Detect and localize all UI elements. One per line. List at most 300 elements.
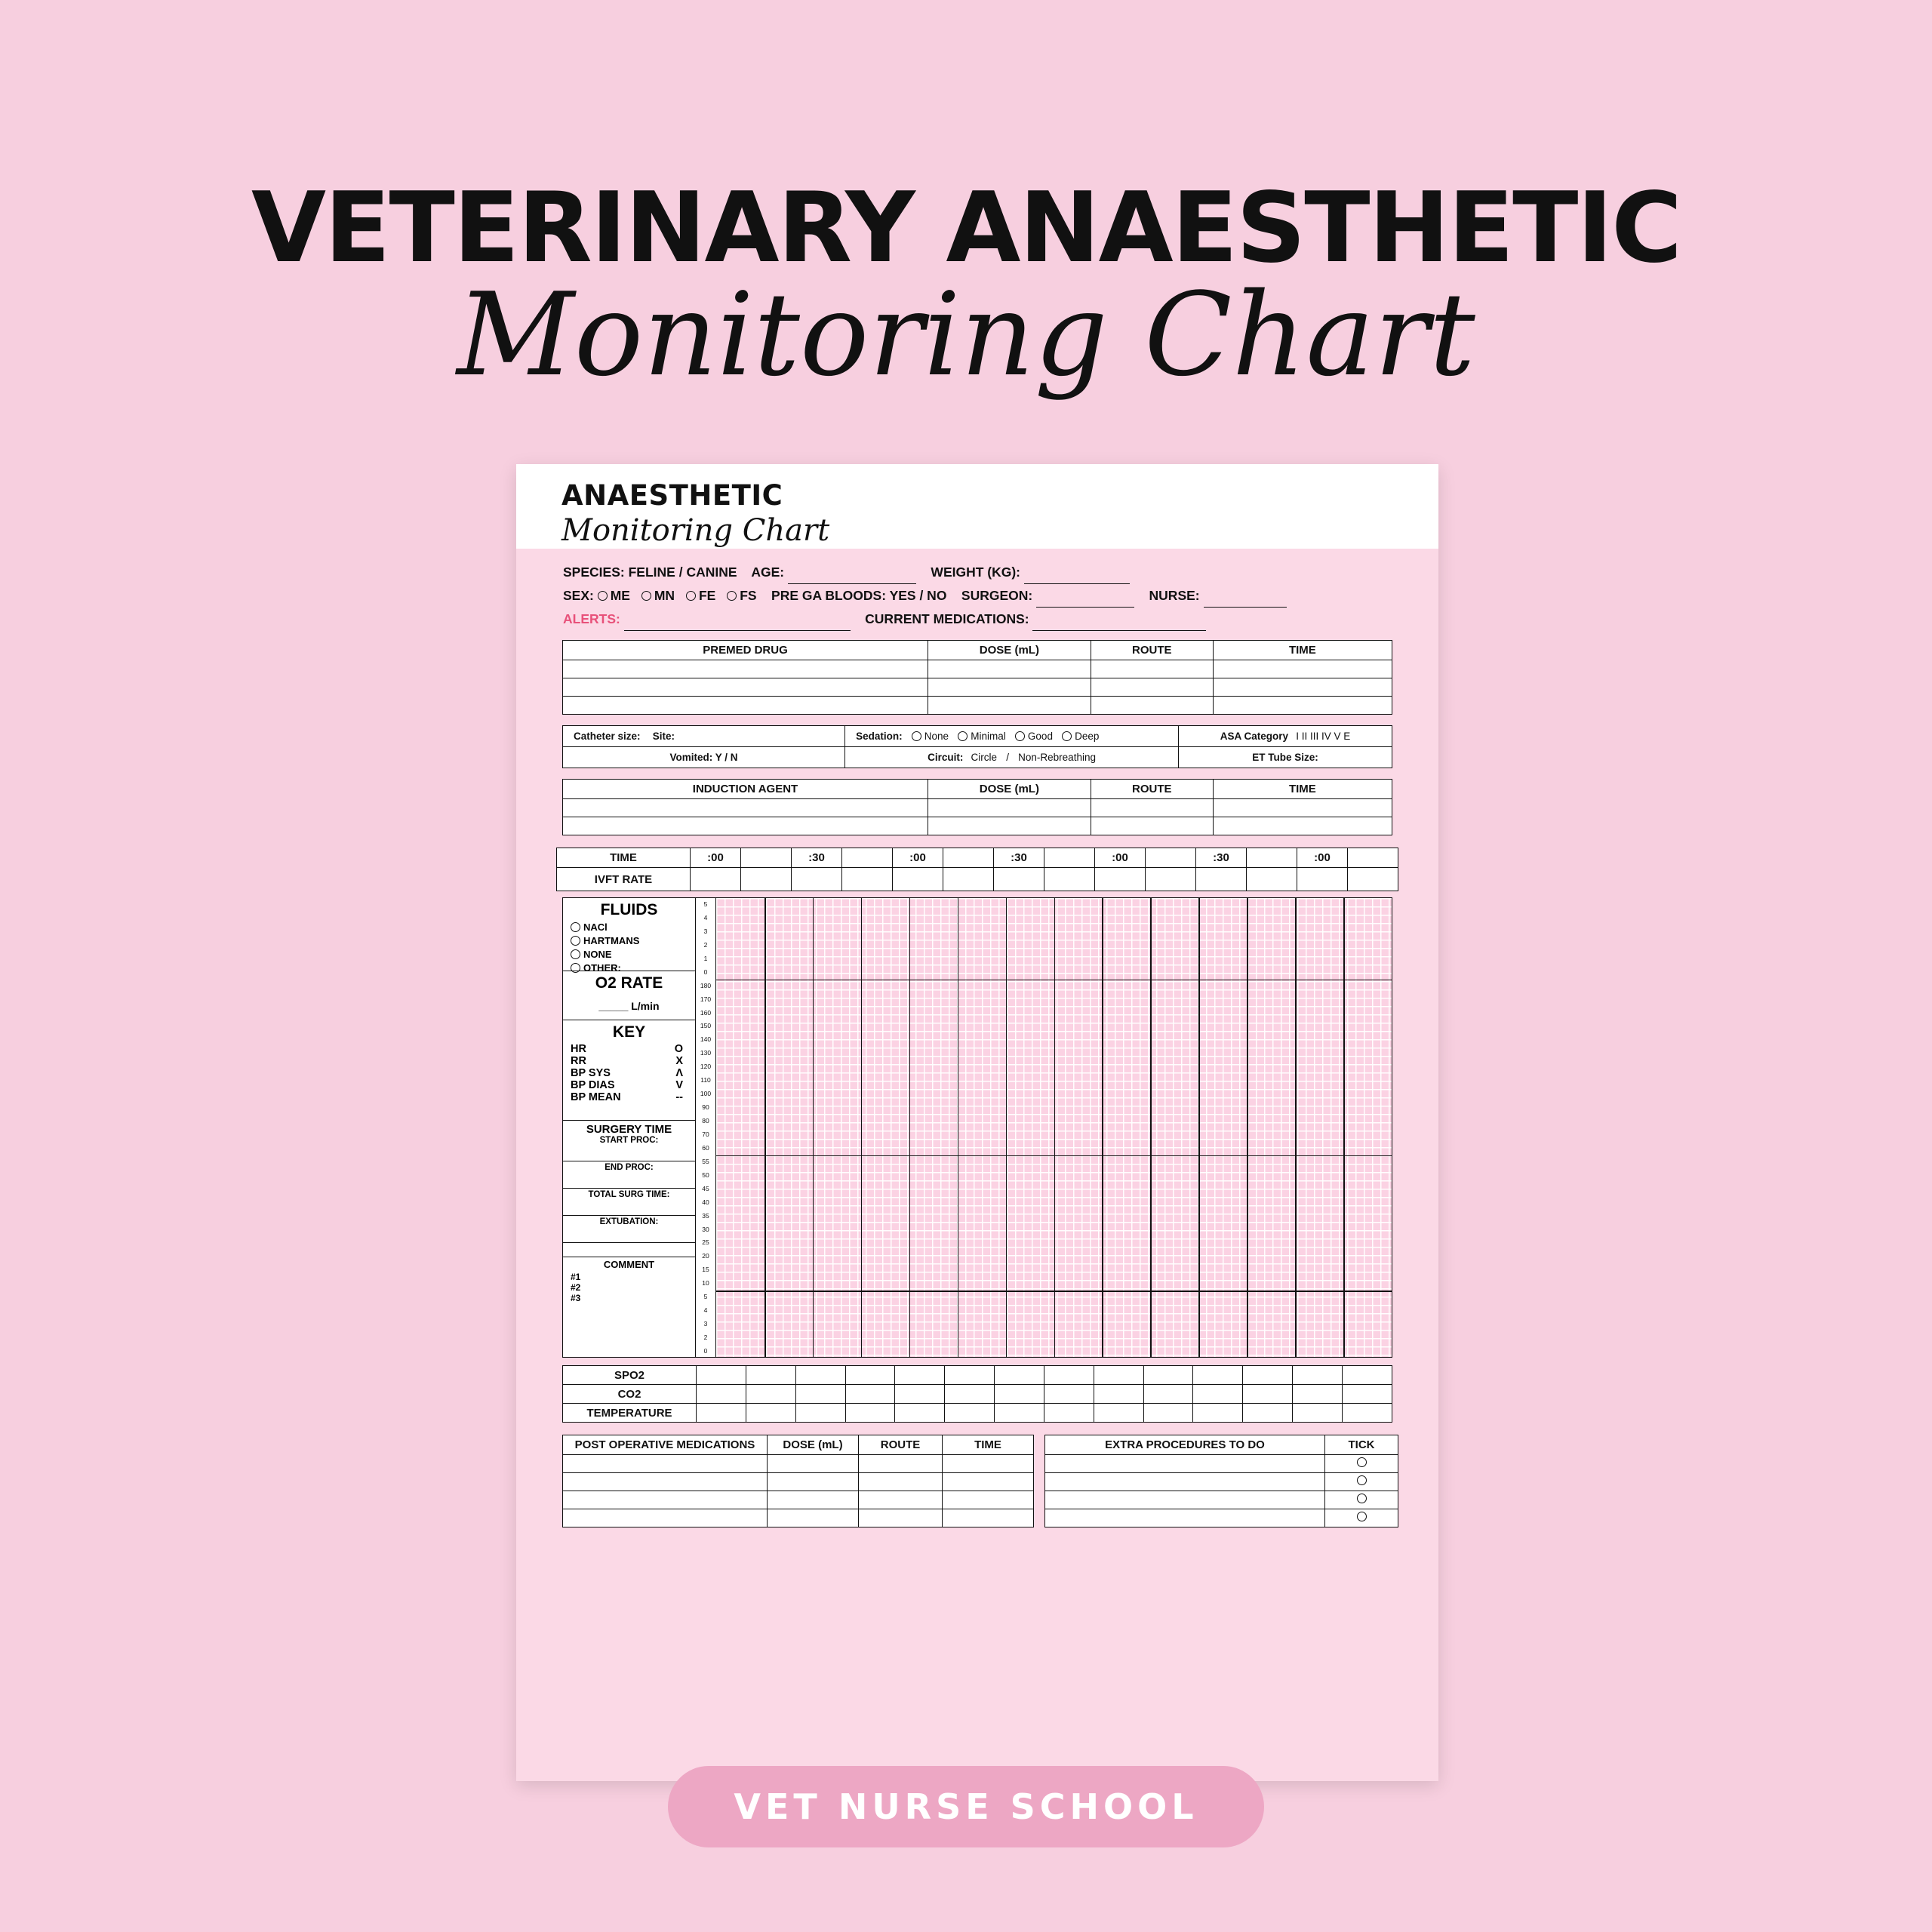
species-option-canine[interactable]: CANINE bbox=[686, 565, 737, 580]
ivft-cell[interactable] bbox=[994, 868, 1044, 891]
monitoring-grid-plot[interactable] bbox=[716, 898, 1392, 1357]
vitals-axis-tick: 3 bbox=[703, 1320, 708, 1328]
key-symbol-bp-dias: V bbox=[675, 1079, 683, 1091]
induction-cell-time[interactable] bbox=[1213, 817, 1392, 835]
sheet-title-monitoring-chart: Monitoring Chart bbox=[561, 513, 830, 548]
ivft-cell[interactable] bbox=[1196, 868, 1247, 891]
radio-sedation-good[interactable] bbox=[1015, 731, 1025, 741]
postop-cell-dose[interactable] bbox=[768, 1509, 859, 1527]
induction-cell-time[interactable] bbox=[1213, 799, 1392, 817]
time-tick-6[interactable]: :30 bbox=[1196, 848, 1247, 868]
circuit-cell[interactable] bbox=[845, 747, 1179, 768]
grid-column-divider bbox=[813, 898, 814, 1357]
ivft-cell[interactable] bbox=[842, 868, 893, 891]
spo2-cell[interactable] bbox=[697, 1366, 746, 1385]
time-ivft-table bbox=[556, 848, 1398, 891]
ident-row-2 bbox=[563, 584, 1438, 608]
fluids-title: FLUIDS bbox=[600, 901, 658, 918]
species-option-feline[interactable]: FELINE bbox=[628, 565, 675, 580]
temperature-cell[interactable] bbox=[746, 1404, 795, 1423]
agents-axis-tick: 3 bbox=[703, 927, 708, 935]
details-row-2 bbox=[563, 747, 1392, 768]
current-medications-field[interactable] bbox=[1032, 618, 1206, 631]
radio-fluid-nacl[interactable] bbox=[571, 922, 580, 932]
age-field[interactable] bbox=[788, 571, 916, 584]
fluids-label-nacl: NACl bbox=[583, 921, 608, 933]
vitals-axis-tick: 70 bbox=[702, 1130, 709, 1138]
grid-column-divider bbox=[1006, 898, 1008, 1357]
et-tube-cell[interactable] bbox=[1179, 747, 1392, 768]
temperature-cell[interactable] bbox=[795, 1404, 845, 1423]
ivft-cell[interactable] bbox=[1297, 868, 1348, 891]
ivft-cell[interactable] bbox=[943, 868, 994, 891]
surgery-extubation-label[interactable]: EXTUBATION: bbox=[563, 1215, 695, 1226]
postop-header-route: ROUTE bbox=[859, 1435, 943, 1455]
co2-cell[interactable] bbox=[1342, 1385, 1392, 1404]
spo2-cell[interactable] bbox=[1243, 1366, 1293, 1385]
spo2-cell[interactable] bbox=[945, 1366, 995, 1385]
ivft-cell[interactable] bbox=[792, 868, 842, 891]
induction-cell-route[interactable] bbox=[1091, 799, 1213, 817]
spo2-cell[interactable] bbox=[845, 1366, 895, 1385]
vitals-axis-tick: 0 bbox=[703, 1346, 708, 1355]
postop-cell-route[interactable] bbox=[859, 1491, 943, 1509]
asa-options[interactable]: I II III IV V E bbox=[1296, 731, 1351, 742]
temperature-cell[interactable] bbox=[1143, 1404, 1193, 1423]
asa-cell[interactable] bbox=[1179, 726, 1392, 747]
grid-column-divider bbox=[764, 898, 766, 1357]
induction-table bbox=[562, 779, 1392, 835]
vitals-axis-tick: 25 bbox=[702, 1238, 709, 1247]
vitals-axis-tick: 130 bbox=[700, 1049, 712, 1057]
vitals-axis-tick: 45 bbox=[702, 1184, 709, 1192]
ivft-cell[interactable] bbox=[691, 868, 741, 891]
circuit-option-circle[interactable]: Circle bbox=[971, 752, 998, 763]
postop-cell-med[interactable] bbox=[563, 1491, 768, 1509]
co2-cell[interactable] bbox=[945, 1385, 995, 1404]
vomited-cell[interactable] bbox=[563, 747, 845, 768]
circuit-label: Circuit: bbox=[928, 752, 964, 763]
extra-header-row bbox=[1045, 1435, 1398, 1455]
induction-cell-agent[interactable] bbox=[563, 799, 928, 817]
ivft-cell[interactable] bbox=[1146, 868, 1196, 891]
radio-fluid-hartmans[interactable] bbox=[571, 936, 580, 946]
table-row[interactable] bbox=[563, 1473, 1034, 1491]
premed-cell-time[interactable] bbox=[1213, 678, 1392, 697]
spo2-cell[interactable] bbox=[1094, 1366, 1143, 1385]
details-row-1 bbox=[563, 726, 1392, 747]
induction-header-agent: INDUCTION AGENT bbox=[563, 780, 928, 799]
sex-option-fs[interactable]: FS bbox=[740, 588, 757, 603]
spo2-cell[interactable] bbox=[995, 1366, 1044, 1385]
nurse-field[interactable] bbox=[1204, 595, 1287, 608]
agents-axis-tick: 2 bbox=[703, 940, 708, 949]
temperature-cell[interactable] bbox=[1243, 1404, 1293, 1423]
vitals-axis-tick: 160 bbox=[700, 1008, 712, 1017]
premed-cell-drug[interactable] bbox=[563, 678, 928, 697]
sex-option-fe[interactable]: FE bbox=[698, 588, 716, 603]
time-tick-3[interactable]: :00 bbox=[893, 848, 943, 868]
co2-cell[interactable] bbox=[895, 1385, 945, 1404]
postop-cell-route[interactable] bbox=[859, 1455, 943, 1473]
premed-table-header-row bbox=[563, 641, 1392, 660]
surgery-time-block bbox=[563, 1120, 695, 1257]
postop-cell-time[interactable] bbox=[943, 1491, 1034, 1509]
extra-cell-procedure[interactable] bbox=[1045, 1509, 1325, 1527]
vitals-axis-tick: 15 bbox=[702, 1266, 709, 1274]
catheter-cell[interactable] bbox=[563, 726, 845, 747]
table-row[interactable] bbox=[563, 660, 1392, 678]
o2-block bbox=[563, 971, 695, 1020]
sedation-option-good[interactable]: Good bbox=[1027, 731, 1053, 742]
comment-title: COMMENT bbox=[603, 1259, 655, 1270]
key-label-bp-mean: BP MEAN bbox=[571, 1091, 621, 1103]
vitals-axis-tick: 180 bbox=[700, 981, 712, 989]
table-row[interactable] bbox=[563, 799, 1392, 817]
comment-block bbox=[563, 1257, 695, 1303]
promo-footer-label: VET NURSE SCHOOL bbox=[734, 1786, 1198, 1827]
sedation-option-deep[interactable]: Deep bbox=[1075, 731, 1100, 742]
nurse-label: NURSE: bbox=[1149, 588, 1200, 603]
radio-sex-fs[interactable] bbox=[727, 591, 737, 601]
ivft-cell[interactable] bbox=[1348, 868, 1398, 891]
radio-sedation-minimal[interactable] bbox=[958, 731, 968, 741]
vitals-axis-tick: 40 bbox=[702, 1198, 709, 1206]
induction-header-time: TIME bbox=[1213, 780, 1392, 799]
table-row[interactable] bbox=[563, 1509, 1034, 1527]
ivft-cell[interactable] bbox=[1044, 868, 1095, 891]
postop-cell-route[interactable] bbox=[859, 1509, 943, 1527]
ident-row-1 bbox=[563, 561, 1438, 584]
anaesthetic-chart-sheet bbox=[516, 464, 1438, 1781]
sheet-body bbox=[516, 549, 1438, 1781]
spo2-row bbox=[563, 1366, 1392, 1385]
alerts-label: ALERTS: bbox=[563, 611, 620, 626]
premed-cell-dose[interactable] bbox=[928, 660, 1091, 678]
extra-procedures-table bbox=[1044, 1435, 1398, 1527]
premed-cell-drug[interactable] bbox=[563, 660, 928, 678]
fluids-label-none: NONE bbox=[583, 949, 612, 961]
co2-cell[interactable] bbox=[1044, 1385, 1094, 1404]
postop-cell-time[interactable] bbox=[943, 1509, 1034, 1527]
o2-title: O2 RATE bbox=[595, 974, 663, 992]
alerts-field[interactable] bbox=[624, 618, 851, 631]
induction-header-route: ROUTE bbox=[1091, 780, 1213, 799]
table-row[interactable] bbox=[1045, 1509, 1398, 1527]
temperature-cell[interactable] bbox=[1293, 1404, 1343, 1423]
temperature-cell[interactable] bbox=[1094, 1404, 1143, 1423]
vitals-axis-tick: 80 bbox=[702, 1117, 709, 1124]
premed-header-time: TIME bbox=[1213, 641, 1392, 660]
postop-cell-med[interactable] bbox=[563, 1509, 768, 1527]
sedation-cell[interactable] bbox=[845, 726, 1179, 747]
co2-cell[interactable] bbox=[1193, 1385, 1243, 1404]
co2-row bbox=[563, 1385, 1392, 1404]
radio-sedation-deep[interactable] bbox=[1062, 731, 1072, 741]
premed-cell-route[interactable] bbox=[1091, 697, 1213, 715]
extra-header-tick: TICK bbox=[1325, 1435, 1398, 1455]
co2-cell[interactable] bbox=[845, 1385, 895, 1404]
postop-cell-med[interactable] bbox=[563, 1473, 768, 1491]
table-row[interactable] bbox=[563, 678, 1392, 697]
comment-field-3[interactable] bbox=[563, 1293, 695, 1303]
key-label-bp-dias: BP DIAS bbox=[571, 1079, 615, 1091]
grid-column-divider bbox=[958, 898, 959, 1357]
extra-cell-procedure[interactable] bbox=[1045, 1455, 1325, 1473]
vitals-axis-tick: 2 bbox=[703, 1334, 708, 1341]
co2-cell[interactable] bbox=[1293, 1385, 1343, 1404]
fluids-option-nacl[interactable] bbox=[563, 921, 695, 934]
vitals-axis-tick: 170 bbox=[700, 995, 712, 1003]
grid-column-divider bbox=[1343, 898, 1345, 1357]
comment-label-2: #2 bbox=[571, 1282, 581, 1293]
temperature-cell[interactable] bbox=[697, 1404, 746, 1423]
ivft-cell[interactable] bbox=[1247, 868, 1297, 891]
time-tick-2[interactable]: :30 bbox=[792, 848, 842, 868]
premed-cell-dose[interactable] bbox=[928, 678, 1091, 697]
monitoring-grid-section bbox=[562, 897, 1392, 1358]
premed-cell-drug[interactable] bbox=[563, 697, 928, 715]
premed-cell-dose[interactable] bbox=[928, 697, 1091, 715]
time-blank[interactable] bbox=[1146, 848, 1196, 868]
table-row[interactable] bbox=[1045, 1455, 1398, 1473]
induction-cell-route[interactable] bbox=[1091, 817, 1213, 835]
temperature-cell[interactable] bbox=[995, 1404, 1044, 1423]
surgery-end-proc-label[interactable]: END PROC: bbox=[563, 1161, 695, 1172]
extra-cell-tick[interactable] bbox=[1325, 1509, 1398, 1527]
postop-cell-time[interactable] bbox=[943, 1473, 1034, 1491]
agents-axis-tick: 5 bbox=[703, 900, 708, 908]
asa-label: ASA Category bbox=[1220, 731, 1289, 742]
tick-checkbox-icon[interactable] bbox=[1357, 1512, 1367, 1521]
postop-cell-dose[interactable] bbox=[768, 1455, 859, 1473]
radio-fluid-none[interactable] bbox=[571, 949, 580, 959]
postop-header-medications: POST OPERATIVE MEDICATIONS bbox=[563, 1435, 768, 1455]
key-label-rr: RR bbox=[571, 1055, 586, 1067]
tick-checkbox-icon[interactable] bbox=[1357, 1475, 1367, 1485]
fluids-label-hartmans: HARTMANS bbox=[583, 935, 640, 947]
vitals-axis-tick: 50 bbox=[702, 1171, 709, 1179]
comment-field-2[interactable] bbox=[563, 1282, 695, 1293]
details-table bbox=[562, 725, 1392, 768]
time-blank[interactable] bbox=[741, 848, 792, 868]
sheet-title-anaesthetic: ANAESTHETIC bbox=[561, 479, 783, 512]
ivft-cell[interactable] bbox=[893, 868, 943, 891]
temperature-label: TEMPERATURE bbox=[563, 1404, 697, 1423]
vitals-axis-tick: 110 bbox=[700, 1076, 711, 1084]
co2-cell[interactable] bbox=[697, 1385, 746, 1404]
temperature-cell[interactable] bbox=[1342, 1404, 1392, 1423]
vitals-axis-tick: 5 bbox=[703, 1293, 708, 1301]
co2-cell[interactable] bbox=[795, 1385, 845, 1404]
radio-sex-fe[interactable] bbox=[686, 591, 696, 601]
circuit-option-nonrebreathing[interactable]: Non-Rebreathing bbox=[1018, 752, 1096, 763]
key-item-hr bbox=[563, 1043, 695, 1055]
spo2-cell[interactable] bbox=[1342, 1366, 1392, 1385]
radio-fluid-other[interactable] bbox=[571, 963, 580, 973]
vitals-axis-tick: 55 bbox=[702, 1157, 709, 1165]
co2-cell[interactable] bbox=[995, 1385, 1044, 1404]
postop-cell-med[interactable] bbox=[563, 1455, 768, 1473]
time-blank[interactable] bbox=[1348, 848, 1398, 868]
postop-header-dose: DOSE (mL) bbox=[768, 1435, 859, 1455]
post-op-table bbox=[562, 1435, 1034, 1527]
temperature-cell[interactable] bbox=[1193, 1404, 1243, 1423]
extra-cell-procedure[interactable] bbox=[1045, 1473, 1325, 1491]
key-block bbox=[563, 1020, 695, 1120]
sheet-header bbox=[516, 464, 1438, 549]
ivft-cell[interactable] bbox=[1095, 868, 1146, 891]
key-item-bp-sys bbox=[563, 1067, 695, 1079]
promo-footer-pill[interactable] bbox=[668, 1766, 1264, 1847]
footer-tables bbox=[562, 1435, 1392, 1527]
surgery-time-title: SURGERY TIME bbox=[586, 1123, 672, 1136]
fluids-option-none[interactable] bbox=[563, 948, 695, 961]
postop-cell-dose[interactable] bbox=[768, 1473, 859, 1491]
sedation-option-minimal[interactable]: Minimal bbox=[971, 731, 1006, 742]
spo2-cell[interactable] bbox=[746, 1366, 795, 1385]
spo2-cell[interactable] bbox=[1143, 1366, 1193, 1385]
post-op-header-row bbox=[563, 1435, 1034, 1455]
vitals-axis-tick: 35 bbox=[702, 1211, 709, 1220]
spo2-cell[interactable] bbox=[1044, 1366, 1094, 1385]
table-row[interactable] bbox=[1045, 1491, 1398, 1509]
time-tick-1[interactable]: :00 bbox=[691, 848, 741, 868]
vitals-bottom-table bbox=[562, 1365, 1392, 1423]
current-medications-label: CURRENT MEDICATIONS: bbox=[865, 611, 1029, 626]
postop-cell-time[interactable] bbox=[943, 1455, 1034, 1473]
temperature-row bbox=[563, 1404, 1392, 1423]
surgeon-field[interactable] bbox=[1036, 595, 1134, 608]
table-row[interactable] bbox=[1045, 1473, 1398, 1491]
radio-sedation-none[interactable] bbox=[912, 731, 921, 741]
key-symbol-bp-mean: -- bbox=[675, 1091, 683, 1103]
premed-cell-time[interactable] bbox=[1213, 660, 1392, 678]
age-label: AGE: bbox=[751, 565, 785, 580]
time-tick-4[interactable]: :30 bbox=[994, 848, 1044, 868]
temperature-cell[interactable] bbox=[895, 1404, 945, 1423]
induction-cell-dose[interactable] bbox=[928, 799, 1091, 817]
premed-table bbox=[562, 640, 1392, 715]
promo-title-line1: VETERINARY ANAESTHETIC bbox=[251, 172, 1681, 285]
time-blank[interactable] bbox=[842, 848, 893, 868]
grid-column-divider bbox=[1150, 898, 1152, 1357]
table-row[interactable] bbox=[563, 1491, 1034, 1509]
spo2-cell[interactable] bbox=[1293, 1366, 1343, 1385]
tick-checkbox-icon[interactable] bbox=[1357, 1494, 1367, 1503]
vomited-label[interactable]: Vomited: Y / N bbox=[669, 752, 738, 763]
key-title: KEY bbox=[612, 1023, 646, 1041]
time-blank[interactable] bbox=[1247, 848, 1297, 868]
grid-section-divider bbox=[716, 1291, 1392, 1292]
vitals-axis bbox=[696, 898, 716, 1357]
table-row[interactable] bbox=[563, 817, 1392, 835]
temperature-cell[interactable] bbox=[945, 1404, 995, 1423]
sex-option-mn[interactable]: MN bbox=[654, 588, 675, 603]
spo2-cell[interactable] bbox=[895, 1366, 945, 1385]
co2-cell[interactable] bbox=[1094, 1385, 1143, 1404]
postop-header-time: TIME bbox=[943, 1435, 1034, 1455]
spo2-cell[interactable] bbox=[1193, 1366, 1243, 1385]
induction-header-dose: DOSE (mL) bbox=[928, 780, 1091, 799]
time-row-label: TIME bbox=[557, 848, 691, 868]
sedation-option-none[interactable]: None bbox=[924, 731, 949, 742]
temperature-cell[interactable] bbox=[845, 1404, 895, 1423]
induction-table-header-row bbox=[563, 780, 1392, 799]
temperature-cell[interactable] bbox=[1044, 1404, 1094, 1423]
species-label: SPECIES: bbox=[563, 565, 625, 580]
sex-label: SEX: bbox=[563, 588, 594, 603]
grid-column-divider bbox=[861, 898, 863, 1357]
comment-label-1: #1 bbox=[571, 1272, 581, 1282]
induction-cell-dose[interactable] bbox=[928, 817, 1091, 835]
co2-cell[interactable] bbox=[746, 1385, 795, 1404]
comment-field-1[interactable] bbox=[563, 1272, 695, 1282]
ivft-cell[interactable] bbox=[741, 868, 792, 891]
ident-row-3 bbox=[563, 608, 1438, 631]
postop-cell-dose[interactable] bbox=[768, 1491, 859, 1509]
key-label-hr: HR bbox=[571, 1043, 586, 1055]
agents-axis-tick: 4 bbox=[703, 913, 708, 921]
tick-checkbox-icon[interactable] bbox=[1357, 1457, 1367, 1467]
pre-ga-bloods-label[interactable]: PRE GA BLOODS: YES / NO bbox=[771, 588, 947, 603]
key-item-bp-dias bbox=[563, 1079, 695, 1091]
time-tick-5[interactable]: :00 bbox=[1095, 848, 1146, 868]
induction-cell-agent[interactable] bbox=[563, 817, 928, 835]
extra-cell-procedure[interactable] bbox=[1045, 1491, 1325, 1509]
promo-title-line2: Monitoring Chart bbox=[457, 268, 1475, 401]
time-blank[interactable] bbox=[1044, 848, 1095, 868]
extra-cell-tick[interactable] bbox=[1325, 1455, 1398, 1473]
sedation-label: Sedation: bbox=[856, 731, 903, 742]
time-blank[interactable] bbox=[943, 848, 994, 868]
table-row[interactable] bbox=[563, 1455, 1034, 1473]
radio-sex-me[interactable] bbox=[598, 591, 608, 601]
surgery-total-time-label[interactable]: TOTAL SURG TIME: bbox=[563, 1188, 695, 1199]
premed-cell-time[interactable] bbox=[1213, 697, 1392, 715]
co2-cell[interactable] bbox=[1143, 1385, 1193, 1404]
grid-column-divider bbox=[1054, 898, 1056, 1357]
spo2-label: SPO2 bbox=[563, 1366, 697, 1385]
grid-column-divider bbox=[1247, 898, 1248, 1357]
grid-column-divider bbox=[909, 898, 911, 1357]
key-symbol-hr: O bbox=[674, 1043, 683, 1055]
fluids-label-other: OTHER: bbox=[583, 962, 621, 974]
co2-label: CO2 bbox=[563, 1385, 697, 1404]
table-row[interactable] bbox=[563, 697, 1392, 715]
radio-sex-mn[interactable] bbox=[641, 591, 651, 601]
vitals-axis-tick: 150 bbox=[700, 1022, 712, 1030]
fluids-option-hartmans[interactable] bbox=[563, 934, 695, 948]
key-symbol-bp-sys: Λ bbox=[675, 1067, 683, 1079]
spo2-cell[interactable] bbox=[795, 1366, 845, 1385]
co2-cell[interactable] bbox=[1243, 1385, 1293, 1404]
time-tick-7[interactable]: :00 bbox=[1297, 848, 1348, 868]
weight-field[interactable] bbox=[1024, 571, 1130, 584]
ivft-row-label: IVFT RATE bbox=[557, 868, 691, 891]
o2-rate-field[interactable]: _____ L/min bbox=[598, 1000, 660, 1012]
premed-cell-route[interactable] bbox=[1091, 660, 1213, 678]
extra-cell-tick[interactable] bbox=[1325, 1491, 1398, 1509]
surgery-start-proc-label[interactable]: START PROC: bbox=[599, 1136, 659, 1145]
et-tube-label: ET Tube Size: bbox=[1252, 752, 1318, 763]
species-separator: / bbox=[678, 565, 683, 580]
sex-option-me[interactable]: ME bbox=[610, 588, 630, 603]
key-item-rr bbox=[563, 1055, 695, 1067]
premed-cell-route[interactable] bbox=[1091, 678, 1213, 697]
extra-cell-tick[interactable] bbox=[1325, 1473, 1398, 1491]
postop-cell-route[interactable] bbox=[859, 1473, 943, 1491]
